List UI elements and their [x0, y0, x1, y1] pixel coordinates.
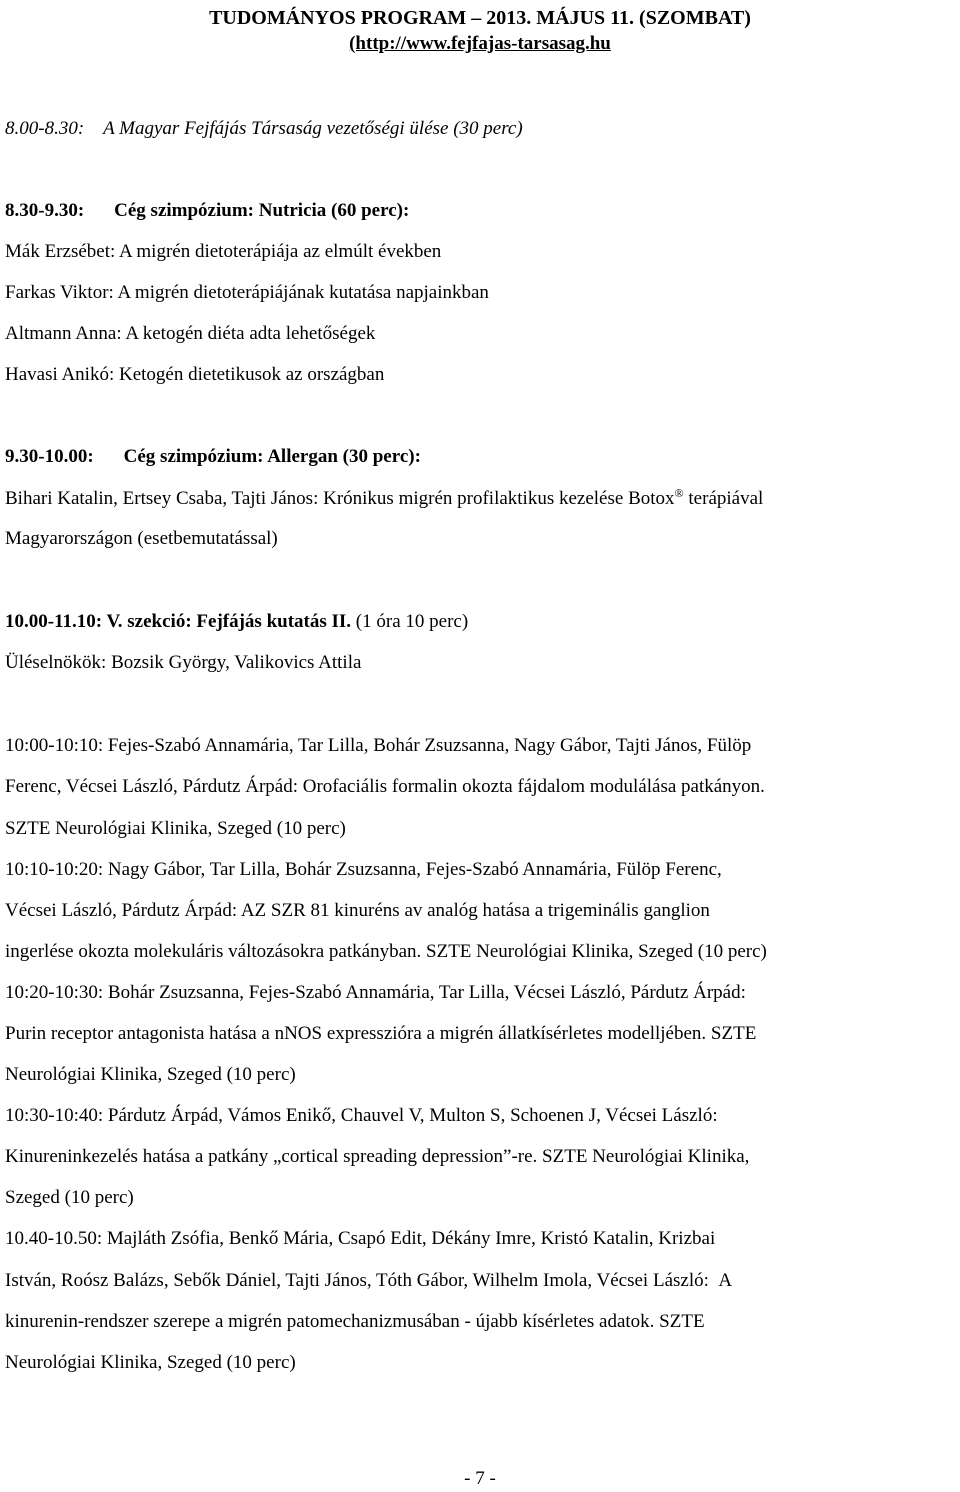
talk-line: SZTE Neurológiai Klinika, Szeged (10 perc) [5, 818, 346, 839]
talk-line: Mák Erzsébet: A migrén dietoterápiája az elmúlt években [5, 241, 442, 262]
talk-line: Havasi Anikó: Ketogén dietetikusok az országban [5, 364, 385, 385]
society-url[interactable] [0, 33, 960, 55]
talk-text: Bihari Katalin, Ertsey Csaba, Tajti János: Krónikus migrén profilaktikus kezelése Botox [5, 488, 675, 509]
talk-line: Neurológiai Klinika, Szeged (10 perc) [5, 1064, 296, 1085]
talk-line: 10:20-10:30: Bohár Zsuzsanna, Fejes-Szabó Annamária, Tar Lilla, Vécsei László, Párdutz Árpád: [5, 982, 746, 1003]
section-heading [5, 611, 468, 633]
talk-line: István, Roósz Balázs, Sebők Dániel, Tajti János, Tóth Gábor, Wilhelm Imola, Vécsei László: A [5, 1270, 733, 1291]
talk-line: 10:10-10:20: Nagy Gábor, Tar Lilla, Bohár Zsuzsanna, Fejes-Szabó Annamária, Fülöp Ferenc, [5, 859, 722, 880]
symposium-title: Cég szimpózium: Nutricia (60 perc): [114, 200, 410, 221]
symposium-title: Cég szimpózium: Allergan (30 perc): [123, 446, 421, 467]
talk-line: Kinureninkezelés hatása a patkány „cortical spreading depression”-re. SZTE Neurológiai Klinika, [5, 1146, 750, 1167]
talk-line: Purin receptor antagonista hatása a nNOS expresszióra a migrén állatkísérletes modelljében. SZTE [5, 1023, 757, 1044]
section-duration: (1 óra 10 perc) [355, 611, 469, 632]
board-meeting-line: 8.00-8.30: A Magyar Fejfájás Társaság vezetőségi ülése (30 perc) [5, 118, 523, 139]
symposium-allergan-heading [5, 446, 421, 468]
chairs-line: Üléselnökök: Bozsik György, Valikovics Attila [5, 652, 362, 673]
symposium-time: 9.30-10.00: [5, 446, 94, 467]
section-title: 10.00-11.10: V. szekció: Fejfájás kutatás II. [5, 611, 352, 632]
talk-line: Farkas Viktor: A migrén dietoterápiájának kutatása napjainkban [5, 282, 489, 303]
talk-line: Szeged (10 perc) [5, 1187, 134, 1208]
society-link[interactable]: (http://www.fejfajas-tarsasag.hu [349, 33, 611, 54]
talk-line: Ferenc, Vécsei László, Párdutz Árpád: Orofaciális formalin okozta fájdalom modulálása patkányon. [5, 776, 765, 797]
talk-line: 10:30-10:40: Párdutz Árpád, Vámos Enikő, Chauvel V, Multon S, Schoenen J, Vécsei László: [5, 1105, 718, 1126]
registered-mark: ® [674, 486, 684, 500]
page-title: TUDOMÁNYOS PROGRAM – 2013. MÁJUS 11. (SZOMBAT) [209, 7, 751, 29]
talk-line [5, 488, 763, 510]
talk-line: 10.40-10.50: Majláth Zsófia, Benkő Mária, Csapó Edit, Dékány Imre, Kristó Katalin, Krizbai [5, 1228, 716, 1249]
talk-line: 10:00-10:10: Fejes-Szabó Annamária, Tar Lilla, Bohár Zsuzsanna, Nagy Gábor, Tajti János, Fülöp [5, 735, 752, 756]
talk-line: ingerlése okozta molekuláris változásokra patkányban. SZTE Neurológiai Klinika, Szeged (10 perc) [5, 941, 767, 962]
symposium-nutricia-heading [5, 200, 409, 222]
talk-line: Neurológiai Klinika, Szeged (10 perc) [5, 1352, 296, 1373]
talk-line: Altmann Anna: A ketogén diéta adta lehetőségek [5, 323, 376, 344]
symposium-time: 8.30-9.30: [5, 200, 85, 221]
talk-line: kinurenin-rendszer szerepe a migrén patomechanizmusában - újabb kísérletes adatok. SZTE [5, 1311, 705, 1332]
page-number: - 7 - [464, 1468, 496, 1489]
talk-text: terápiával [683, 488, 764, 509]
talk-line: Vécsei László, Párdutz Árpád: AZ SZR 81 kinuréns av analóg hatása a trigeminális ganglion [5, 900, 710, 921]
talk-line: Magyarországon (esetbemutatással) [5, 528, 278, 549]
